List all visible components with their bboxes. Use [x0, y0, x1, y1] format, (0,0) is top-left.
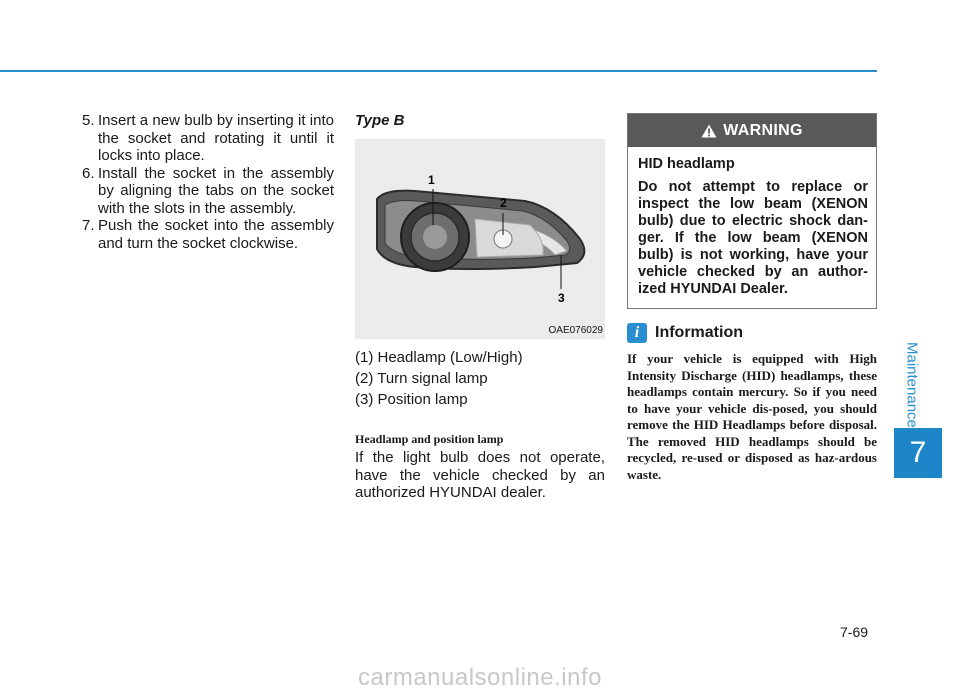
step-6	[82, 165, 334, 218]
information-header	[627, 323, 877, 343]
figure-column	[355, 112, 605, 502]
chapter-number: 7	[894, 428, 942, 478]
chapter-label: Maintenance	[903, 342, 921, 428]
warning-title: HID headlamp	[638, 156, 735, 172]
steps-column	[82, 112, 334, 252]
step-5	[82, 112, 334, 165]
warning-text: Do not attempt to replace or inspect the low beam (XENON bulb) due to electric shock dan-ger. If the low beam (XENON bulb) is not working, have your vehicle checked by an author-ized HYUNDAI Dealer.	[638, 179, 868, 297]
figure-heading: Type B	[355, 112, 405, 129]
headlamp-illustration	[355, 139, 605, 339]
figure-code: OAE076029	[548, 325, 603, 336]
step-7	[82, 217, 334, 252]
page-number: 7-69	[840, 624, 869, 640]
warning-label: WARNING	[723, 121, 803, 139]
warning-body	[628, 147, 876, 308]
section-heading: Headlamp and position lamp	[355, 432, 504, 446]
step-text: Push the socket into the assembly and turn the socket clockwise.	[98, 217, 334, 252]
figure-legend	[355, 347, 605, 410]
step-number: 5.	[82, 112, 95, 129]
legend-item: (2) Turn signal lamp	[355, 370, 488, 387]
information-title: Information	[655, 324, 743, 341]
callout-2: 2	[500, 196, 507, 210]
legend-item: (3) Position lamp	[355, 391, 468, 408]
step-text: Install the socket in the assembly by aligning the tabs on the socket with the slots in the assembly.	[98, 164, 334, 217]
watermark: carmanualsonline.info	[358, 664, 602, 691]
headlamp-figure	[355, 139, 605, 339]
callout-3: 3	[558, 291, 565, 305]
header-rule	[0, 70, 877, 72]
info-icon: i	[627, 323, 647, 343]
information-text: If your vehicle is equipped with High Intensity Discharge (HID) headlamps, these headlamps contain mercury. So if you need to have your vehicle dis-posed, you should remove the HID Headlamps before disposal. The removed HID headlamps should be recycled, re-used or disposed as haz-ardous waste.	[627, 351, 877, 482]
callout-1: 1	[428, 173, 435, 187]
legend-item: (1) Headlamp (Low/High)	[355, 349, 523, 366]
step-number: 6.	[82, 164, 95, 182]
warning-box	[627, 113, 877, 309]
notes-column	[627, 113, 877, 483]
warning-header	[628, 114, 876, 147]
section-text: If the light bulb does not operate, have the vehicle checked by an authorized HYUNDAI dealer.	[355, 449, 605, 501]
step-number: 7.	[82, 217, 95, 234]
warning-triangle-icon	[701, 124, 717, 138]
step-text: Insert a new bulb by inserting it into the socket and rotating it until it locks into place.	[98, 112, 334, 164]
